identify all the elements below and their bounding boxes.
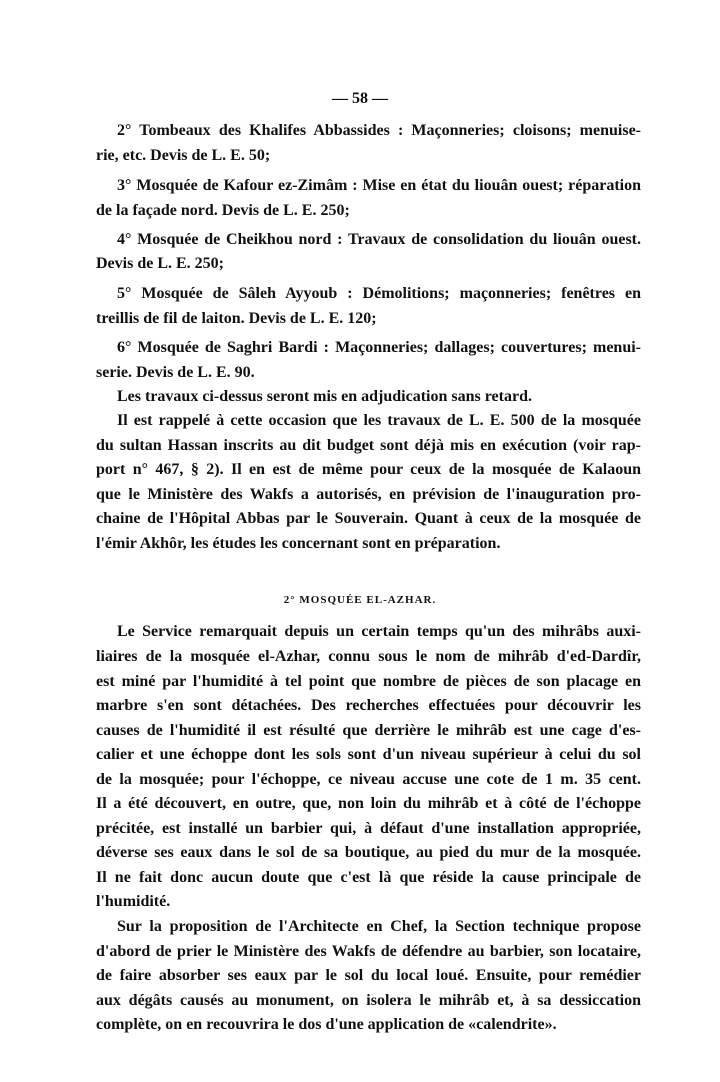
text-line: que le Ministère des Wakfs a autorisés, en prévision de l'inauguration pro-: [96, 486, 641, 503]
text-line: port n° 467, § 2). Il en est de même pour ceux de la mosquée de Kalaoun: [96, 461, 641, 478]
text-line: 5° Mosquée de Sâleh Ayyoub : Démolitions; maçonneries; fenêtres en: [117, 285, 641, 302]
text-line: l'humidité.: [96, 893, 171, 910]
text-line: de faire absorber ses eaux par le sol du local loué. Ensuite, pour remédier: [96, 967, 641, 984]
text-line: déverse ses eaux dans le sol de sa boutique, au pied du mur de la mosquée.: [96, 844, 641, 861]
text-line: rie, etc. Devis de L. E. 50;: [96, 147, 271, 164]
text-line: serie. Devis de L. E. 90.: [96, 364, 255, 381]
text-line: 4° Mosquée de Cheikhou nord : Travaux de consolidation du liouân ouest.: [117, 231, 641, 248]
text-line: causes de l'humidité il est résulté que derrière le mihrâb est une cage d'es-: [96, 722, 641, 739]
text-line: aux dégâts causés au monument, on isolera le mihrâb et, à sa dessiccation: [96, 992, 641, 1009]
section-heading: 2° MOSQUÉE EL-AZHAR.: [283, 594, 437, 606]
text-line: marbre s'en sont détachées. Des recherches effectuées pour découvrir les: [96, 697, 641, 714]
text-line: complète, on en recouvrira le dos d'une application de «calendrite».: [96, 1016, 557, 1033]
text-line: précitée, est installé un barbier qui, à défaut d'une installation appropriée,: [96, 820, 641, 837]
text-line: 6° Mosquée de Saghri Bardi : Maçonneries; dallages; couvertures; menui-: [117, 339, 641, 356]
text-line: d'abord de prier le Ministère des Wakfs de défendre au barbier, son locataire,: [96, 943, 641, 960]
text-line: Devis de L. E. 250;: [96, 255, 224, 272]
text-line: Il ne fait donc aucun doute que c'est là que réside la cause principale de: [96, 869, 641, 886]
text-line: 2° Tombeaux des Khalifes Abbassides : Maçonneries; cloisons; menuise-: [117, 122, 641, 139]
text-line: de la mosquée; pour l'échoppe, ce niveau accuse une cote de 1 m. 35 cent.: [96, 771, 641, 788]
text-line: chaine de l'Hôpital Abbas par le Souverain. Quant à ceux de la mosquée de: [96, 510, 641, 527]
text-line: Le Service remarquait depuis un certain temps qu'un des mihrâbs auxi-: [117, 623, 641, 640]
text-line: treillis de fil de laiton. Devis de L. E. 120;: [96, 310, 377, 327]
page-number: — 58 —: [332, 90, 388, 107]
text-line: Il est rappelé à cette occasion que les travaux de L. E. 500 de la mosquée: [117, 412, 641, 429]
text-line: de la façade nord. Devis de L. E. 250;: [96, 202, 350, 219]
text-line: calier et une échoppe dont les sols sont d'un niveau supérieur à celui du sol: [96, 746, 641, 763]
text-line: liaires de la mosquée el-Azhar, connu sous le nom de mihrâb d'ed-Dardîr,: [96, 648, 641, 665]
text-line: 3° Mosquée de Kafour ez-Zimâm : Mise en état du liouân ouest; réparation: [117, 177, 641, 194]
text-line: Sur la proposition de l'Architecte en Chef, la Section technique propose: [117, 918, 641, 935]
text-line: l'émir Akhôr, les études les concernant sont en préparation.: [96, 535, 501, 552]
text-line: est miné par l'humidité à tel point que nombre de pièces de son placage en: [96, 673, 641, 690]
text-line: Les travaux ci-dessus seront mis en adjudication sans retard.: [117, 388, 532, 405]
text-line: du sultan Hassan inscrits au dit budget sont déjà mis en exécution (voir rap-: [96, 437, 641, 454]
text-line: Il a été découvert, en outre, que, non loin du mihrâb et à côté de l'échoppe: [96, 795, 641, 812]
